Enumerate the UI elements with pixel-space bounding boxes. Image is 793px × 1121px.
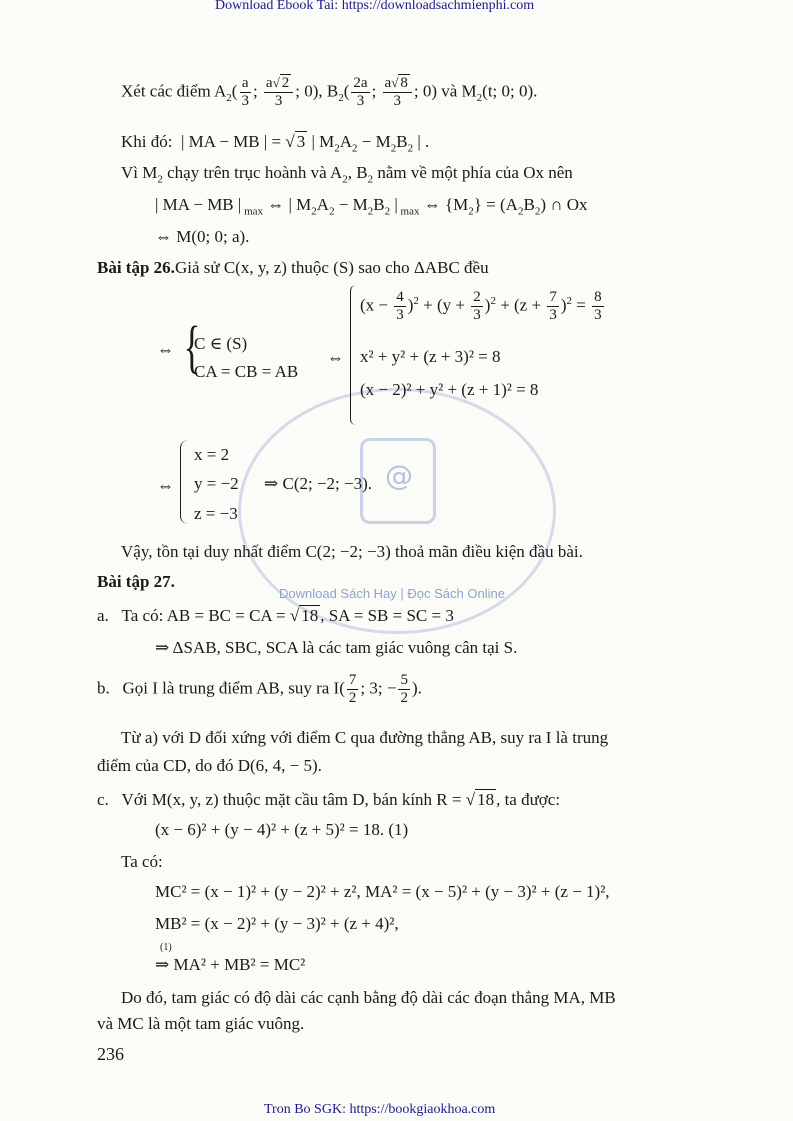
solution-point: ⇒ C(2; −2; −3). (264, 474, 373, 493)
sphere-equation: (x − 6)² + (y − 4)² + (z + 5)² = 18. (1) (155, 820, 409, 839)
cond-2: CA = CB = AB (194, 362, 299, 381)
part-a: a. Ta có: AB = BC = CA = √ 18 , SA = SB = SC = 3 (97, 606, 454, 625)
part-b: b. Gọi I là trung điểm AB, suy ra I( $\frac{7}{2}$ ; 3; − $\frac{5}{2}$ ). (97, 672, 422, 706)
system-eq-1: (x − $\frac{4}{3}$ )$^2$ + (y + $\frac{2}{3}$ )$^2$ + (z + $\frac{7}{3}$ )$^2$ = $\frac{8}{3}$ (360, 289, 602, 323)
final-line-1: Do đó, tam giác có độ dài các cạnh bằng độ dài các đoạn thẳng MA, MB (121, 988, 616, 1007)
page-number: 236 (97, 1044, 124, 1064)
brace-1: { (183, 314, 201, 379)
part-b-p1: Từ a) với D đối xứng với điểm C qua đường thẳng AB, suy ra I là trung (121, 728, 609, 747)
watermark-tagline: Download Sách Hay | Đọc Sách Online (279, 586, 505, 601)
mc-ma-equation: MC² = (x − 1)² + (y − 2)² + z², MA² = (x − 5)² + (y − 3)² + (z − 1)², (155, 882, 610, 901)
equiv-arrow-2: ⇔ (327, 348, 344, 367)
equiv-arrow-3: ⇔ (157, 476, 174, 495)
page-header: Download Ebook Tai: https://downloadsachmienphi.com (215, 0, 535, 13)
vi-line: Vì $M_2$ chạy trên trục hoành và $A_2$, $B_2$ nằm về một phía của Ox nên (121, 163, 573, 186)
brace-3 (180, 440, 189, 524)
pythagoras-result: ⇒ MA² + MB² = MC² (155, 955, 306, 974)
part-c: c. Với M(x, y, z) thuộc mặt cầu tâm D, bán kính R = √ 18 , ta được: (97, 790, 561, 809)
ta-co: Ta có: (121, 852, 163, 871)
solution-x: x = 2 (194, 445, 230, 464)
final-line-2: và MC là một tam giác vuông. (97, 1014, 305, 1033)
system-eq-3: (x − 2)² + y² + (z + 1)² = 8 (360, 380, 539, 399)
solution-y: y = −2 (194, 474, 239, 493)
khi-do-line: Khi đó: | MA − MB | = √ 3 | $M_2A_2 - M_2B_2$ | . (121, 132, 430, 155)
cond-1: C ∈ (S) (194, 334, 248, 353)
m-result: ⇔ M(0; 0; a). (155, 227, 250, 246)
equiv-arrow-1: ⇔ (157, 340, 174, 359)
exercise-26: Bài tập 26.Giả sử C(x, y, z) thuộc (S) sao cho ΔABC đều (97, 258, 489, 277)
book-icon: @ (360, 438, 436, 524)
system-eq-2: x² + y² + (z + 3)² = 8 (360, 347, 501, 366)
exercise-26-conclusion: Vậy, tồn tại duy nhất điểm C(2; −2; −3) thoả mãn điều kiện đầu bài. (121, 542, 583, 561)
solution-z: z = −3 (194, 504, 238, 523)
max-line: | MA − MB | $_{max}$ ⇔ | $M_2A_2 - M_2B_2$ | $_{max}$ ⇔ $\{M_2\} = (A_2B_2)$ ∩ Ox (155, 195, 588, 218)
part-a-conclusion: ⇒ ΔSAB, SBC, SCA là các tam giác vuông cân tại S. (155, 638, 518, 657)
part-b-p2: điểm của CD, do đó D(6, 4, − 5). (97, 756, 322, 775)
points-definition: Xét các điểm $A_2$( $\frac{a}{3}$ ; $\frac{a√ 2}{3}$ ; 0), $B_2$( $\frac{2a}{3}$ ; $\frac{a√ 8}{3}$ ; 0) và $M_2(t$; 0; 0). (121, 75, 538, 109)
mb-equation: MB² = (x − 2)² + (y − 3)² + (z + 4)², (155, 914, 399, 933)
exercise-27: Bài tập 27. (97, 572, 175, 591)
brace-2 (350, 285, 357, 425)
page-footer: Tron Bo SGK: https://bookgiaokhoa.com (264, 1102, 496, 1117)
implies-label: (1) (160, 942, 172, 953)
